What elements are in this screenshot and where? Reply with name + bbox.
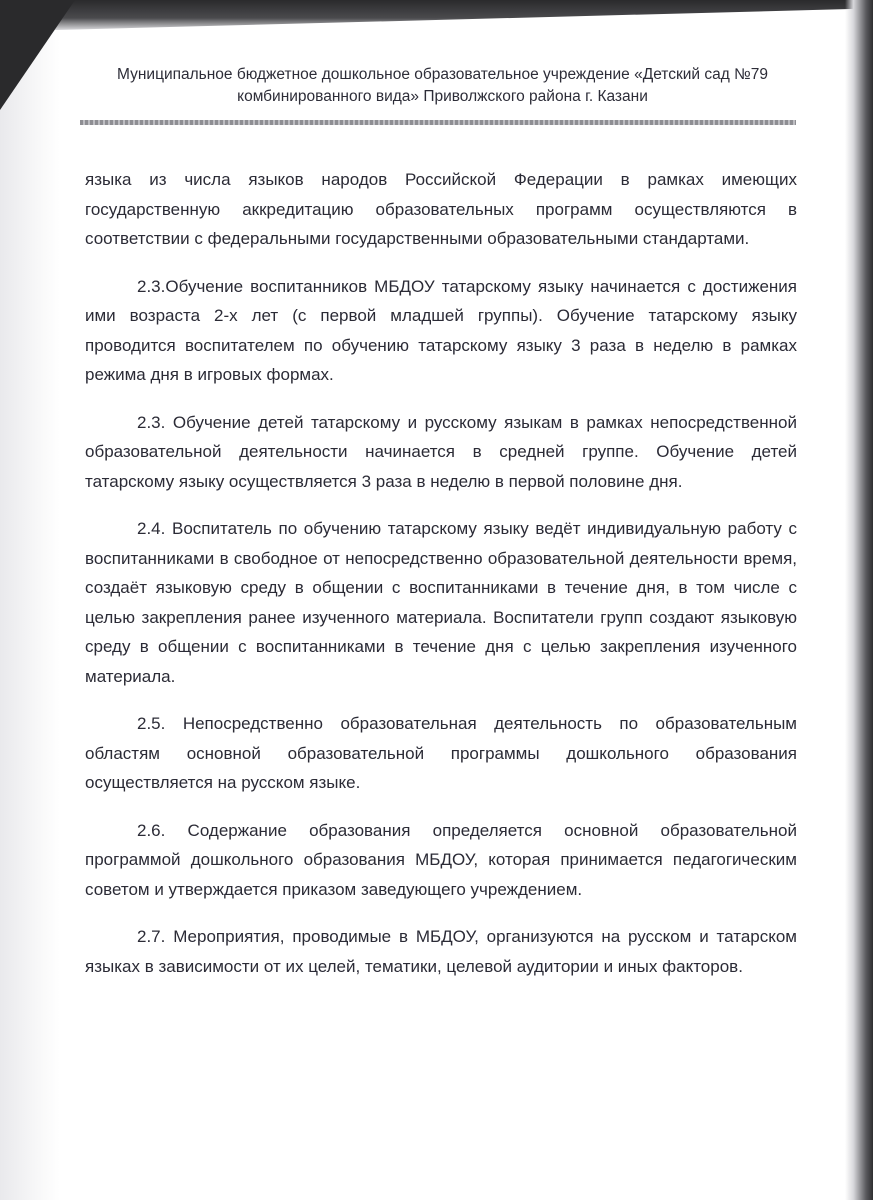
document-header	[90, 64, 795, 108]
document-body	[85, 165, 797, 981]
scan-corner	[0, 0, 75, 110]
paragraph-2-3-b: 2.3. Обучение детей татарскому и русскому языкам в рамках непосредственной образовательной деятельности начинается в средней группе. Обучение детей татарскому языку осуществляется 3 раза в неделю в первой половине дня.	[85, 412, 797, 491]
scan-right-edge	[845, 0, 873, 1200]
paragraph-2-7: 2.7. Мероприятия, проводимые в МБДОУ, организуются на русском и татарском языках в зависимости от их целей, тематики, целевой аудитории и иных факторов.	[85, 927, 797, 976]
header-divider	[80, 120, 796, 125]
header-line-1: Муниципальное бюджетное дошкольное образовательное учреждение «Детский сад №79	[117, 66, 768, 83]
scan-left-shadow	[0, 0, 60, 1200]
scan-top-edge	[0, 0, 873, 30]
paragraph-2-4: 2.4. Воспитатель по обучению татарскому языку ведёт индивидуальную работу с воспитанниками в свободное от непосредственно образовательной деятельности время, создаёт языковую среду в общении с воспитанниками в течение дня, в том числе с целью закрепления ранее изученного материала. Воспитатели групп создают языковую среду в общении с воспитанниками в течение дня с целью закрепления изученного материала.	[85, 519, 797, 686]
header-line-2: комбинированного вида» Приволжского района г. Казани	[237, 88, 648, 105]
paragraph-2-3-a: 2.3.Обучение воспитанников МБДОУ татарскому языку начинается с достижения ими возраста 2-х лет (с первой младшей группы). Обучение татарскому языку проводится воспитателем по обучению татарскому языку 3 раза в неделю в рамках режима дня в игровых формах.	[85, 276, 797, 384]
paragraph-continuation: языка из числа языков народов Российской Федерации в рамках имеющих государственную аккредитацию образовательных программ осуществляются в соответствии с федеральными государственными образовательными стандартами.	[85, 170, 797, 248]
paragraph-2-5: 2.5. Непосредственно образовательная деятельность по образовательным областям основной образовательной программы дошкольного образования осуществляется на русском языке.	[85, 714, 797, 792]
paragraph-2-6: 2.6. Содержание образования определяется основной образовательной программой дошкольного образования МБДОУ, которая принимается педагогическим советом и утверждается приказом заведующего учреждением.	[85, 820, 797, 899]
